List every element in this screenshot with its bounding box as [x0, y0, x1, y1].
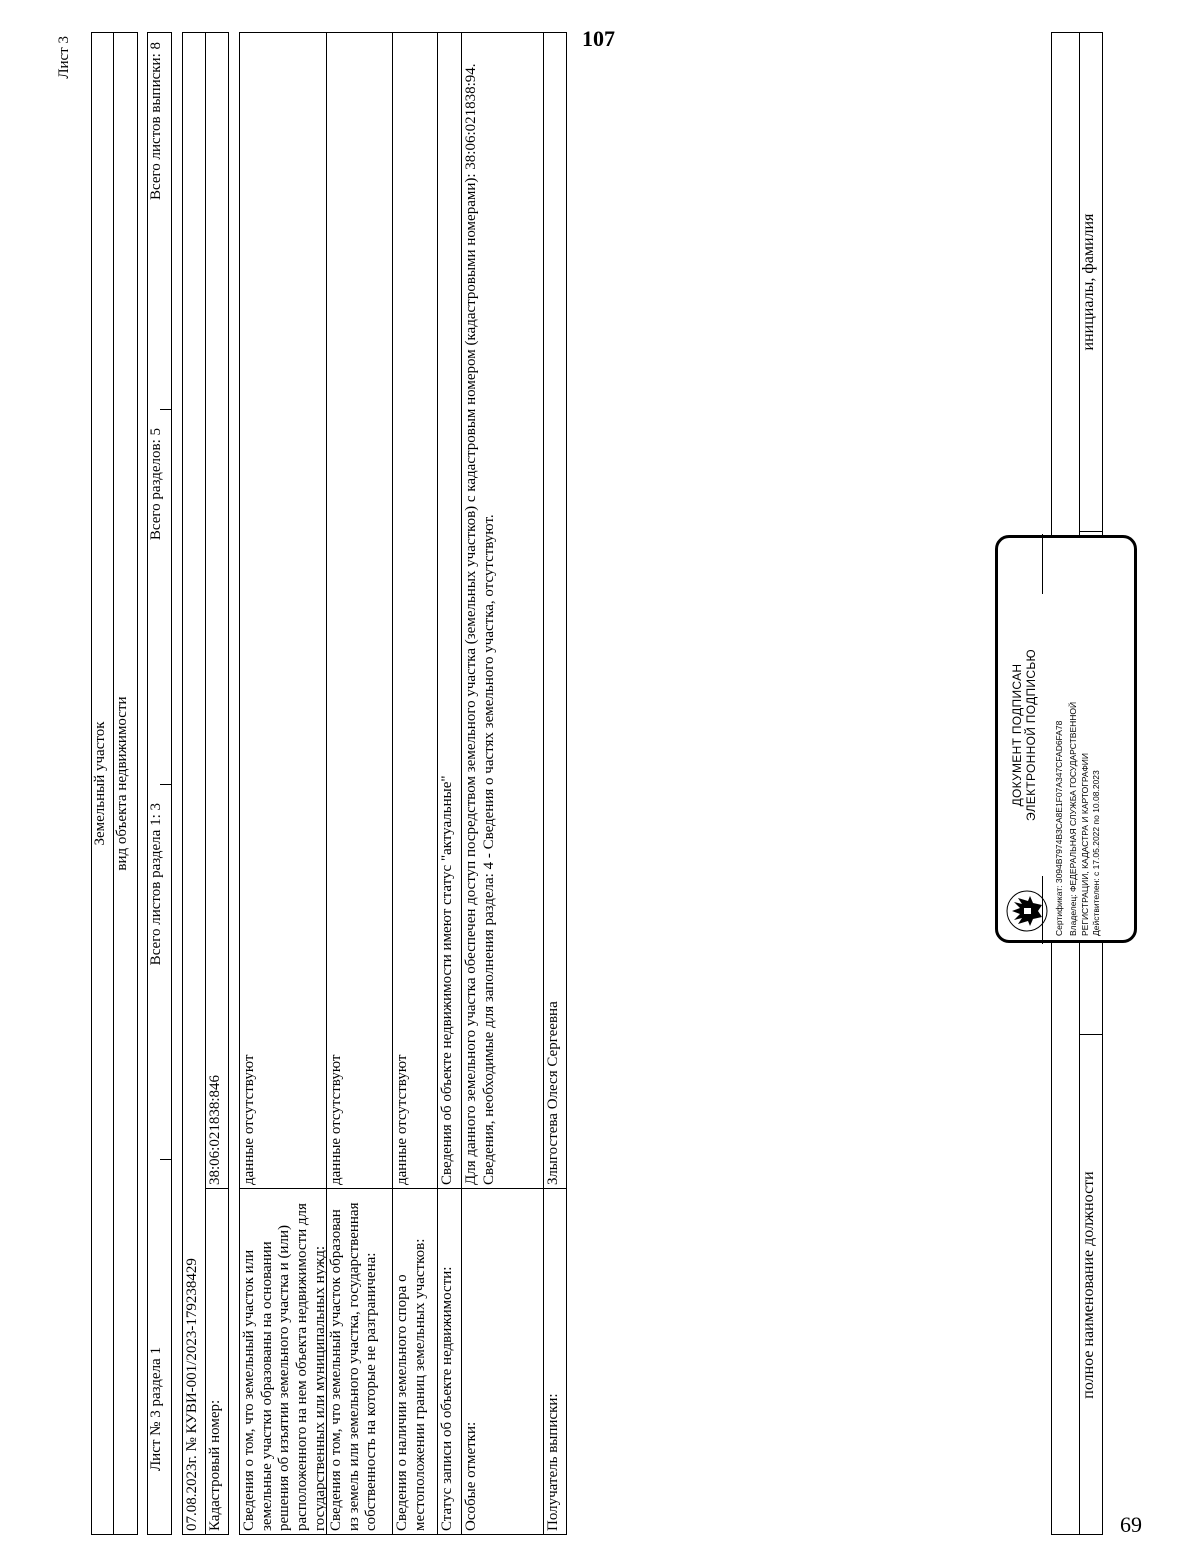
row-value-seizure: данные отсутствуют [241, 1054, 257, 1185]
row-label-special-notes: Особые отметки: [463, 1421, 479, 1531]
stamp-owner2: РЕГИСТРАЦИИ, КАДАСТРА И КАРТОГРАФИИ [1079, 753, 1090, 936]
stamp-valid: Действителен: с 17.05.2022 по 10.08.2023 [1091, 770, 1102, 936]
stamp-owner1: Владелец: ФЕДЕРАЛЬНАЯ СЛУЖБА ГОСУДАРСТВЕННОЙ [1068, 701, 1079, 936]
rotated-extract-sheet [55, 32, 1195, 1535]
stamp-line2: ЭЛЕКТРОННОЙ ПОДПИСЬЮ [1024, 649, 1039, 821]
object-title: Земельный участок [92, 721, 108, 846]
row-label-unassigned-ownership: Сведения о том, что земельный участок образован из земель или земельного участка, государственная собственность на которые не разграничена: [328, 1202, 380, 1531]
side-page-number: 69 [1120, 1512, 1142, 1537]
object-caption: вид объекта недвижимости [114, 696, 130, 871]
row-value-recipient: Злыгостева Олеся Сергеевна [545, 1001, 561, 1185]
name-caption: инициалы, фамилия [1080, 213, 1097, 351]
sheet-label: Лист 3 [56, 36, 72, 79]
row-label-record-status: Статус записи об объекте недвижимости: [439, 1266, 455, 1531]
stamp-line1: ДОКУМЕНТ ПОДПИСАН [1010, 663, 1024, 807]
sheets-extract-total: Всего листов выписки: 8 [148, 42, 164, 200]
stamp-certificate: Сертификат: 3094B7974B3CA8E1F07A347CFAD6FA78 [1054, 720, 1064, 936]
page-number: 107 [582, 26, 615, 51]
row-value-record-status: Сведения об объекте недвижимости имеют статус "актуальные" [439, 775, 455, 1185]
row-value-unassigned-ownership: данные отсутствуют [328, 1054, 344, 1185]
electronic-signature-stamp [995, 535, 1137, 943]
cadastral-value: 38:06:021838:846 [207, 1074, 223, 1185]
row-label-boundary-dispute: Сведения о наличии земельного спора о местоположении границ земельных участков: [394, 1238, 428, 1531]
row-label-seizure: Сведения о том, что земельный участок или земельные участки образованы на основании решения об изъятии земельного участка и (или) расположенного на нем объекта недвижимости для государственных или муниципальных нужд: [241, 1203, 328, 1531]
row-value-special-notes: Для данного земельного участка обеспечен доступ посредством земельного участка (земельных участков) с кадастровым номером (кадастровыми номерами): 38:06:021838:94. Сведения, необходимые для заполнения раздела: 4 - Сведения о частях земельного участка, отсутствуют. [463, 63, 497, 1185]
date-and-number: 07.08.2023г. № КУВИ-001/2023-179238429 [184, 1258, 200, 1531]
position-caption: полное наименование должности [1080, 1171, 1097, 1399]
double-headed-eagle-emblem-icon [1004, 888, 1050, 934]
row-value-boundary-dispute: данные отсутствуют [394, 1054, 410, 1185]
sections-total: Всего разделов: 5 [148, 428, 164, 541]
sheets-section-total: Всего листов раздела 1: 3 [148, 803, 164, 966]
row-label-recipient: Получатель выписки: [545, 1393, 561, 1531]
sheet-section-text: Лист № 3 раздела 1 [148, 1347, 164, 1471]
cadastral-label: Кадастровый номер: [207, 1399, 223, 1531]
sheet-section-label [147, 1160, 171, 1535]
